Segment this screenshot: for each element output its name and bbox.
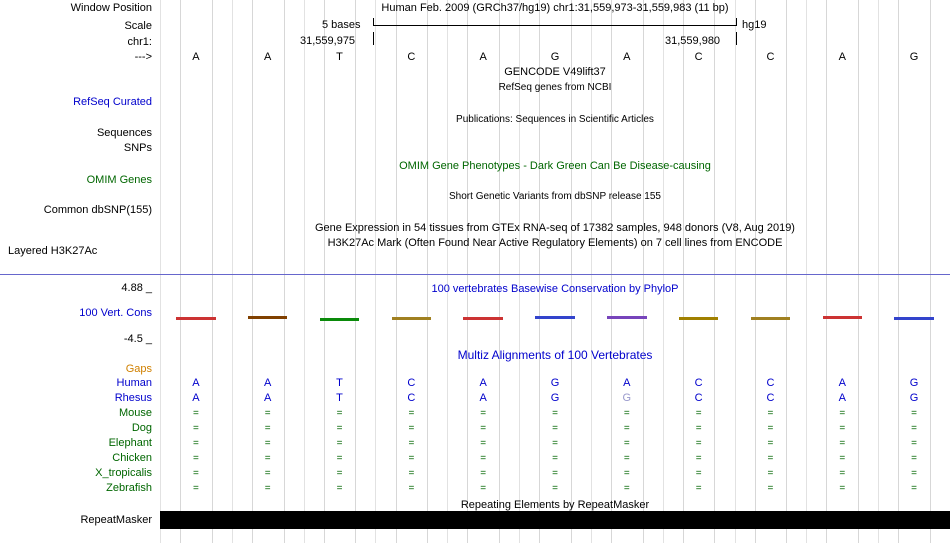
alignment-base: C [407, 392, 416, 404]
scale-bar-line [373, 25, 737, 26]
alignment-gap-marker: = [408, 453, 415, 464]
scale-bar-tick-left [373, 18, 374, 26]
alignment-gap-marker: = [695, 468, 702, 479]
sequence-base: G [550, 51, 560, 63]
conservation-segment [320, 318, 360, 321]
cons-min-label: -4.5 _ [123, 333, 152, 345]
alignment-gap-marker: = [408, 468, 415, 479]
alignment-base: C [766, 377, 775, 389]
alignment-gap-marker: = [623, 438, 630, 449]
dbsnp-track-title: Short Genetic Variants from dbSNP release 155 [449, 191, 661, 202]
alignment-gap-marker: = [336, 408, 343, 419]
alignment-gap-marker: = [480, 423, 487, 434]
alignment-gap-marker: = [623, 483, 630, 494]
alignment-gap-marker: = [623, 453, 630, 464]
alignment-gap-marker: = [192, 453, 199, 464]
alignment-gap-marker: = [839, 408, 846, 419]
species-label-human[interactable]: Human [116, 377, 152, 389]
alignment-gap-marker: = [767, 468, 774, 479]
alignment-base: A [479, 377, 487, 389]
alignment-gap-marker: = [336, 438, 343, 449]
alignment-gap-marker: = [839, 438, 846, 449]
species-label-mouse[interactable]: Mouse [118, 407, 152, 419]
alignment-gap-marker: = [192, 423, 199, 434]
label-window-position: Window Position [70, 2, 152, 14]
sequence-base: A [623, 51, 631, 63]
repeatmasker-dense-bar [160, 511, 950, 529]
sequence-row [160, 50, 950, 64]
alignment-gap-marker: = [839, 468, 846, 479]
species-label-dog[interactable]: Dog [131, 422, 152, 434]
alignment-gap-marker: = [408, 483, 415, 494]
alignment-gap-marker: = [911, 453, 917, 464]
assembly-position-text: Human Feb. 2009 (GRCh37/hg19) chr1:31,559,973-31,559,983 (11 bp) [381, 2, 729, 14]
alignment-gap-marker: = [264, 423, 271, 434]
alignment-gap-marker: = [264, 468, 271, 479]
alignment-base: C [694, 392, 703, 404]
alignment-gap-marker: = [264, 438, 271, 449]
alignment-gap-marker: = [480, 453, 487, 464]
alignment-gap-marker: = [911, 483, 917, 494]
alignment-gap-marker: = [480, 438, 487, 449]
alignment-row [160, 436, 950, 451]
conservation-plot [160, 310, 950, 340]
coord-left-label: 31,559,975 [300, 35, 356, 47]
conservation-segment [823, 316, 863, 319]
alignment-gap-marker: = [623, 423, 630, 434]
conservation-segment [392, 317, 432, 320]
label-chrom: chr1: [127, 36, 152, 48]
sequence-base: T [336, 51, 343, 63]
alignment-row [160, 451, 950, 466]
alignment-gap-marker: = [695, 408, 702, 419]
alignment-gap-marker: = [336, 468, 343, 479]
species-label-x_tropicalis[interactable]: X_tropicalis [95, 467, 152, 479]
track-separator-left [0, 274, 160, 275]
label-100-vert-cons[interactable]: 100 Vert. Cons [79, 307, 152, 319]
alignment-row [160, 466, 950, 481]
alignment-gap-marker: = [264, 483, 271, 494]
alignment-base: A [838, 377, 846, 389]
phylop-track-title: 100 vertebrates Basewise Conservation by PhyloP [431, 283, 679, 295]
species-label-zebrafish[interactable]: Zebrafish [106, 482, 152, 494]
species-label-elephant[interactable]: Elephant [108, 437, 152, 449]
alignment-gap-marker: = [264, 453, 271, 464]
alignment-gap-marker: = [408, 408, 415, 419]
alignment-gap-marker: = [623, 408, 630, 419]
assembly-short-label: hg19 [742, 19, 767, 31]
alignment-gap-marker: = [192, 483, 199, 494]
conservation-segment [607, 316, 647, 319]
alignment-gap-marker: = [192, 408, 199, 419]
alignment-base: A [192, 377, 200, 389]
alignment-gap-marker: = [552, 438, 558, 449]
alignment-gap-marker: = [552, 468, 558, 479]
alignment-gap-marker: = [552, 483, 558, 494]
alignment-row [160, 391, 950, 405]
sequence-base: A [838, 51, 846, 63]
alignment-gap-marker: = [911, 468, 917, 479]
alignment-base: A [623, 377, 631, 389]
alignment-base: C [694, 377, 703, 389]
sequence-base: A [479, 51, 487, 63]
label-repeatmasker[interactable]: RepeatMasker [80, 514, 152, 526]
label-omim-genes[interactable]: OMIM Genes [86, 174, 152, 186]
omim-track-title: OMIM Gene Phenotypes - Dark Green Can Be Disease-causing [399, 160, 711, 172]
repeatmasker-track-title: Repeating Elements by RepeatMasker [460, 499, 650, 511]
conservation-segment [751, 317, 791, 320]
alignment-gap-marker: = [408, 423, 415, 434]
h3k27ac-track-title: H3K27Ac Mark (Often Found Near Active Regulatory Elements) on 7 cell lines from ENCODE [327, 237, 783, 249]
alignment-gap-marker: = [552, 408, 558, 419]
alignment-gap-marker: = [623, 468, 630, 479]
conservation-segment [248, 316, 288, 319]
label-snps[interactable]: SNPs [123, 142, 152, 154]
conservation-segment [535, 316, 575, 319]
gtex-track-title: Gene Expression in 54 tissues from GTEx RNA-seq of 17382 samples, 948 donors (V8, Aug 2019) [315, 222, 795, 234]
alignment-gap-marker: = [695, 483, 702, 494]
coord-right-label: 31,559,980 [665, 35, 721, 47]
alignment-gap-marker: = [192, 468, 199, 479]
alignment-base: A [479, 392, 487, 404]
alignment-gap-marker: = [839, 423, 846, 434]
alignment-gap-marker: = [480, 483, 487, 494]
alignment-base: G [622, 392, 632, 404]
sequence-base: G [909, 51, 919, 63]
species-label-rhesus[interactable]: Rhesus [114, 392, 152, 404]
label-scale: Scale [124, 20, 152, 32]
gencode-track-title: GENCODE V49lift37 [504, 66, 606, 78]
alignment-gap-marker: = [695, 423, 702, 434]
conservation-segment [894, 317, 934, 320]
alignment-base: A [264, 392, 272, 404]
alignment-gap-marker: = [480, 408, 487, 419]
alignment-base: T [336, 392, 343, 404]
alignment-base: C [407, 377, 416, 389]
alignment-gap-marker: = [264, 408, 271, 419]
alignment-gap-marker: = [767, 423, 774, 434]
alignment-base: G [550, 392, 560, 404]
alignment-base: T [336, 377, 343, 389]
label-common-dbsnp[interactable]: Common dbSNP(155) [43, 204, 152, 216]
scale-bar-tick-right [736, 18, 737, 26]
alignment-base: G [909, 377, 919, 389]
alignment-gap-marker: = [336, 423, 343, 434]
track-separator [160, 274, 950, 275]
coord-left-tick [373, 32, 374, 45]
conservation-segment [463, 317, 503, 320]
gencode-track-subtitle: RefSeq genes from NCBI [498, 82, 612, 93]
alignment-gap-marker: = [767, 483, 774, 494]
label-layered-h3k27ac[interactable]: Layered H3K27Ac [8, 245, 98, 257]
sequence-base: A [192, 51, 200, 63]
alignment-gap-marker: = [911, 423, 917, 434]
alignment-gap-marker: = [695, 453, 702, 464]
alignment-gap-marker: = [911, 408, 917, 419]
alignment-gap-marker: = [839, 483, 846, 494]
sequence-base: A [264, 51, 272, 63]
alignment-gap-marker: = [767, 453, 774, 464]
alignment-gap-marker: = [408, 438, 415, 449]
alignment-base: A [192, 392, 200, 404]
alignment-gap-marker: = [192, 438, 199, 449]
alignment-row [160, 376, 950, 390]
alignment-gap-marker: = [336, 483, 343, 494]
alignment-gap-marker: = [552, 453, 558, 464]
conservation-segment [679, 317, 719, 320]
alignment-row [160, 481, 950, 496]
species-label-chicken[interactable]: Chicken [112, 452, 152, 464]
sequence-base: C [407, 51, 416, 63]
conservation-segment [176, 317, 216, 320]
label-refseq-curated[interactable]: RefSeq Curated [73, 96, 152, 108]
alignment-base: G [550, 377, 560, 389]
alignment-gap-marker: = [480, 468, 487, 479]
scale-bar-label: 5 bases [322, 19, 361, 31]
alignment-gap-marker: = [695, 438, 702, 449]
alignment-gap-marker: = [336, 453, 343, 464]
coord-right-tick [736, 32, 737, 45]
alignment-base: G [909, 392, 919, 404]
alignment-base: C [766, 392, 775, 404]
publications-track-title: Publications: Sequences in Scientific Articles [456, 114, 654, 125]
alignment-base: A [264, 377, 272, 389]
alignment-gap-marker: = [767, 438, 774, 449]
alignment-base: A [838, 392, 846, 404]
alignment-row [160, 421, 950, 436]
label-sequences[interactable]: Sequences [96, 127, 152, 139]
sequence-base: C [694, 51, 703, 63]
alignment-gap-marker: = [767, 408, 774, 419]
label-gaps[interactable]: Gaps [125, 363, 152, 375]
alignment-gap-marker: = [839, 453, 846, 464]
alignment-gap-marker: = [552, 423, 558, 434]
cons-max-label: 4.88 _ [121, 282, 152, 294]
label-direction-arrow: ---> [134, 51, 152, 63]
multiz-track-title: Multiz Alignments of 100 Vertebrates [457, 348, 653, 362]
alignment-gap-marker: = [911, 438, 917, 449]
sequence-base: C [766, 51, 775, 63]
alignment-row [160, 406, 950, 421]
